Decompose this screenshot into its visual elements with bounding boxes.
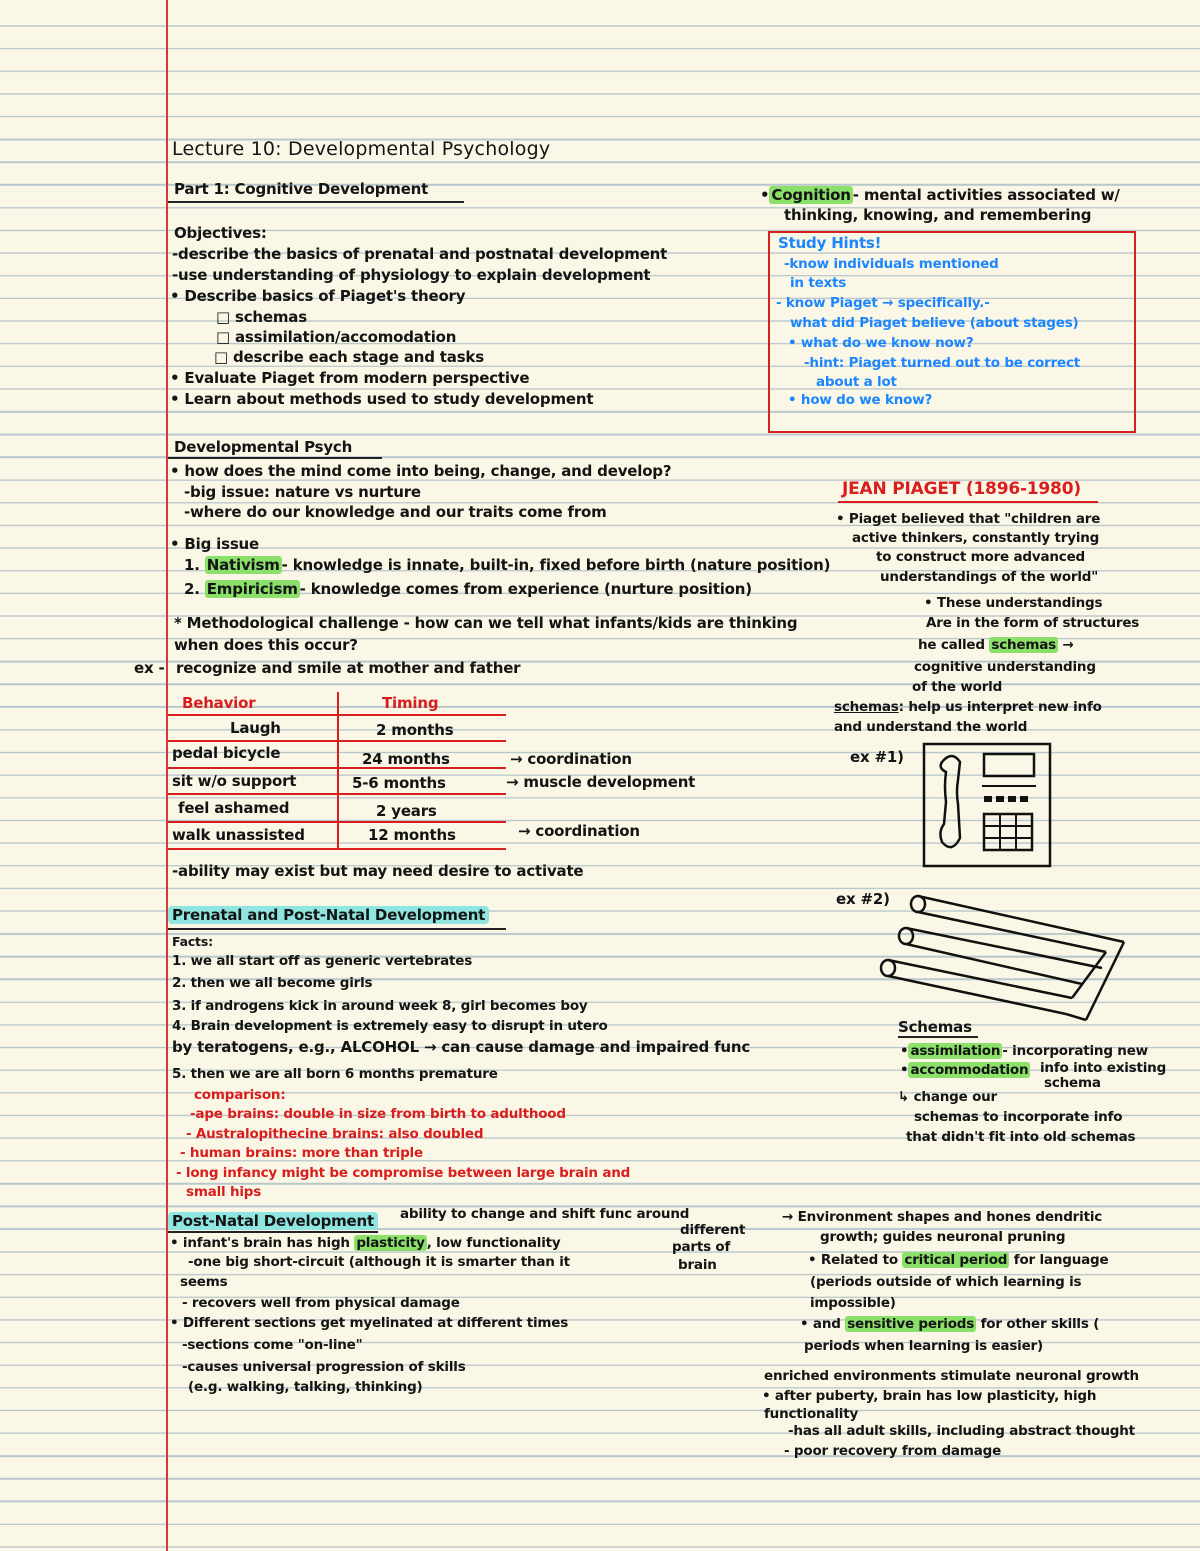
nativism-term: Nativism [206,556,280,574]
table-header-timing: Timing [382,694,439,712]
table-rule [168,714,506,716]
cognition-line: • Cognition - mental activities associated w/ [760,186,1120,204]
critical-period-post: for language [1009,1252,1109,1268]
environment-line: • after puberty, brain has low plasticity, high [762,1388,1097,1404]
table-rule [168,793,506,795]
sensitive-periods-pre: • and [800,1316,846,1332]
table-rule [168,821,506,823]
study-hints-title: Study Hints! [778,234,882,252]
piaget-underline [838,501,1098,503]
prenatal-heading-text: Prenatal and Post-Natal Development [168,906,489,924]
accommodation-term: accommodation [910,1062,1029,1078]
assimilation-definition-cont: schema [1044,1075,1101,1091]
table-rule [168,740,506,742]
sensitive-periods-post: for other skills ( [976,1316,1100,1332]
piaget-quote: • Piaget believed that "children are [836,511,1101,527]
fact-item: 2. then we all become girls [172,975,373,991]
table-note: → coordination [510,750,632,768]
postnatal-line: • Different sections get myelinated at different times [170,1315,569,1331]
table-note: → muscle development [506,773,696,791]
assimilation-term: assimilation [910,1043,1001,1059]
study-hint-line: - know Piaget → specifically.- [776,295,990,311]
table-cell-behavior: pedal bicycle [172,744,281,762]
objectives-heading: Objectives: [174,224,267,242]
postnatal-line: -causes universal progression of skills [182,1359,466,1375]
schemas-term: schemas [991,637,1056,653]
schemas-definition-line [834,698,1102,716]
understandings-line: cognitive understanding [914,659,1096,675]
empiricism-term: Empiricism [206,580,298,598]
postnatal-heading [168,1212,378,1230]
objective-item: -use understanding of physiology to explain development [172,266,651,284]
objective-item: • Describe basics of Piaget's theory [170,287,466,305]
objective-subitem: □ assimilation/accomodation [216,328,457,346]
study-hint-line: what did Piaget believe (about stages) [790,315,1079,331]
nativism-definition: - knowledge is innate, built-in, fixed before birth (nature position) [281,556,831,574]
piaget-quote: understandings of the world" [880,569,1099,585]
environment-line: → Environment shapes and hones dendritic [782,1209,1103,1225]
accommodation-definition: that didn't fit into old schemas [906,1129,1136,1145]
piaget-quote: to construct more advanced [876,549,1086,565]
table-cell-timing: 2 years [376,802,437,820]
prenatal-underline [168,928,506,930]
table-cell-timing: 24 months [362,750,450,768]
comparison-item: - human brains: more than triple [180,1145,423,1161]
assimilation-definition: - incorporating new [1002,1043,1148,1059]
fact-item: 3. if androgens kick in around week 8, girl becomes boy [172,998,588,1014]
fact-item: by teratogens, e.g., ALCOHOL → can cause damage and impaired func [172,1038,751,1056]
accommodation-line: • accommodation [900,1062,1029,1078]
study-hint-line: -know individuals mentioned [784,256,999,272]
example-1-label: ex #1) [850,748,904,766]
cognition-definition-cont: thinking, knowing, and remembering [784,206,1092,224]
table-cell-behavior: sit w/o support [172,772,297,790]
table-rule [168,848,506,850]
comparison-label: comparison: [194,1087,286,1103]
plasticity-note: different [680,1222,746,1238]
nativism-line: 1. Nativism - knowledge is innate, built-in, fixed before birth (nature position) [184,556,831,574]
postnatal-line-pre: • infant's brain has high [170,1235,355,1251]
postnatal-line-post: , low functionality [426,1235,561,1251]
dev-psych-line: -big issue: nature vs nurture [184,483,421,501]
methodological-challenge-cont: when does this occur? [174,636,358,654]
dev-psych-line: • how does the mind come into being, change, and develop? [170,462,672,480]
fact-item: 5. then we are all born 6 months premature [172,1066,498,1082]
critical-period-term: critical period [904,1252,1008,1268]
table-cell-timing: 12 months [368,826,456,844]
environment-line: functionality [764,1406,859,1422]
objective-item: • Learn about methods used to study development [170,390,594,408]
cognition-definition: - mental activities associated w/ [852,186,1120,204]
table-header-behavior: Behavior [182,694,256,712]
accommodation-definition: schemas to incorporate info [914,1109,1123,1125]
assimilation-definition-cont: info into existing [1040,1060,1167,1076]
impossible-trident-drawing [876,892,1126,1022]
comparison-item: -ape brains: double in size from birth to adulthood [190,1106,566,1122]
environment-line: - poor recovery from damage [784,1443,1002,1459]
objective-item: • Evaluate Piaget from modern perspective [170,369,530,387]
facts-label: Facts: [172,934,213,949]
comparison-item: - Australopithecine brains: also doubled [186,1126,484,1142]
table-cell-timing: 2 months [376,721,454,739]
study-hint-line: • what do we know now? [788,335,974,351]
big-issue-label: • Big issue [170,535,259,553]
part-heading-underline [168,201,464,203]
ability-note: -ability may exist but may need desire to activate [172,862,584,880]
postnatal-line: -one big short-circuit (although it is smarter than it [188,1254,570,1270]
postnatal-heading-text: Post-Natal Development [168,1212,378,1230]
dev-psych-heading: Developmental Psych [174,438,353,456]
table-cell-behavior: walk unassisted [172,826,305,844]
table-rule [168,767,506,769]
schemas-underlined: schemas [834,699,899,715]
table-cell-timing: 5-6 months [352,774,446,792]
study-hint-line: -hint: Piaget turned out to be correct [804,355,1081,371]
critical-period-pre: • Related to [808,1252,903,1268]
example-2-label: ex #2) [836,890,890,908]
notebook-margin-line [166,0,168,1551]
example-label: ex - [134,659,165,677]
environment-line: periods when learning is easier) [804,1338,1043,1354]
objective-subitem: □ schemas [216,308,307,326]
postnatal-line: -sections come "on-line" [182,1337,363,1353]
environment-line: impossible) [810,1295,896,1311]
dev-psych-underline [168,457,382,459]
environment-line [800,1315,1099,1333]
prenatal-heading [168,906,489,924]
fact-item: 4. Brain development is extremely easy to disrupt in utero [172,1018,608,1034]
objective-item: -describe the basics of prenatal and postnatal development [172,245,668,263]
page-title: Lecture 10: Developmental Psychology [172,138,551,160]
environment-line [808,1251,1108,1269]
schemas-heading: Schemas [898,1018,972,1036]
understandings-line: • These understandings [924,595,1103,611]
study-hint-line: about a lot [816,374,897,390]
plasticity-note: parts of [672,1239,731,1255]
assimilation-line: • assimilation - incorporating new [900,1043,1148,1059]
fact-item: 1. we all start off as generic vertebrates [172,953,473,969]
study-hint-line: in texts [790,275,847,291]
dev-psych-line: -where do our knowledge and our traits come from [184,503,607,521]
postnatal-line: (e.g. walking, talking, thinking) [188,1379,423,1395]
piaget-heading: JEAN PIAGET (1896-1980) [842,479,1081,499]
example-text: recognize and smile at mother and father [176,659,521,677]
plasticity-term: plasticity [356,1235,425,1251]
table-note: → coordination [518,822,640,840]
table-cell-behavior: Laugh [230,719,281,737]
understandings-line: Are in the form of structures [926,615,1140,631]
schemas-heading-underline [898,1036,978,1038]
understandings-pre: he called [918,637,990,653]
environment-line: enriched environments stimulate neuronal growth [764,1368,1139,1384]
environment-line: growth; guides neuronal pruning [820,1229,1066,1245]
postnatal-line [170,1234,561,1252]
sensitive-periods-term: sensitive periods [847,1316,975,1332]
empiricism-line: 2. Empiricism - knowledge comes from experience (nurture position) [184,580,752,598]
environment-line: -has all adult skills, including abstract thought [788,1423,1135,1439]
plasticity-note: brain [678,1257,717,1273]
methodological-challenge: * Methodological challenge - how can we tell what infants/kids are thinking [174,614,798,632]
piaget-quote: active thinkers, constantly trying [852,530,1100,546]
comparison-item: small hips [186,1184,262,1200]
plasticity-note: ability to change and shift func around [400,1206,690,1222]
schemas-definition: : help us interpret new info [898,699,1102,715]
empiricism-definition: - knowledge comes from experience (nurture position) [299,580,752,598]
schemas-definition-cont: and understand the world [834,719,1028,735]
understandings-line [918,636,1074,654]
postnatal-underline [168,1231,378,1233]
objective-subitem: □ describe each stage and tasks [214,348,484,366]
comparison-item: - long infancy might be compromise between large brain and [176,1165,631,1181]
understandings-line: of the world [912,679,1003,695]
postnatal-line: - recovers well from physical damage [182,1295,460,1311]
environment-line: (periods outside of which learning is [810,1274,1082,1290]
cognition-term: Cognition [771,186,851,204]
telephone-drawing [922,742,1052,868]
study-hint-line: • how do we know? [788,392,933,408]
accommodation-definition: ↳ change our [898,1089,998,1105]
table-cell-behavior: feel ashamed [178,799,290,817]
postnatal-line: seems [180,1274,228,1290]
understandings-post: → [1057,637,1074,653]
part-heading: Part 1: Cognitive Development [174,180,429,198]
